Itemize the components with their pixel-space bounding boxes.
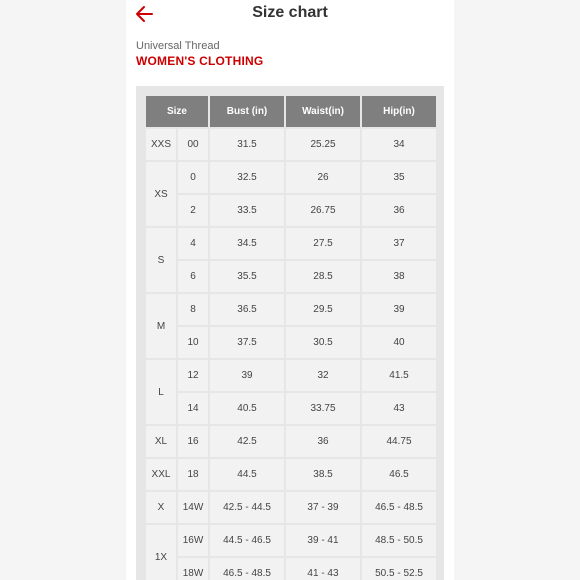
waist-cell: 25.25	[286, 129, 360, 160]
waist-cell: 32	[286, 360, 360, 391]
header-bust: Bust (in)	[210, 96, 284, 127]
table-row	[146, 525, 436, 556]
table-row	[146, 459, 436, 490]
size-group-cell: X	[146, 492, 176, 523]
header-hip: Hip(in)	[362, 96, 436, 127]
waist-cell: 41 - 43	[286, 558, 360, 580]
size-table	[144, 94, 438, 580]
table-row	[146, 261, 436, 292]
size-cell: 0	[178, 162, 208, 193]
size-group-cell: XS	[146, 162, 176, 226]
hip-cell: 40	[362, 327, 436, 358]
bust-cell: 39	[210, 360, 284, 391]
size-cell: 16	[178, 426, 208, 457]
bust-cell: 42.5	[210, 426, 284, 457]
bust-cell: 33.5	[210, 195, 284, 226]
waist-cell: 39 - 41	[286, 525, 360, 556]
table-header-row	[146, 96, 436, 127]
waist-cell: 26.75	[286, 195, 360, 226]
size-group-cell: XXS	[146, 129, 176, 160]
size-cell: 10	[178, 327, 208, 358]
table-row	[146, 129, 436, 160]
table-row	[146, 492, 436, 523]
size-cell: 6	[178, 261, 208, 292]
waist-cell: 33.75	[286, 393, 360, 424]
bust-cell: 46.5 - 48.5	[210, 558, 284, 580]
waist-cell: 29.5	[286, 294, 360, 325]
category-title: WOMEN'S CLOTHING	[136, 54, 264, 68]
bust-cell: 40.5	[210, 393, 284, 424]
bust-cell: 31.5	[210, 129, 284, 160]
waist-cell: 27.5	[286, 228, 360, 259]
size-cell: 12	[178, 360, 208, 391]
waist-cell: 38.5	[286, 459, 360, 490]
brand-name: Universal Thread	[136, 40, 220, 52]
hip-cell: 50.5 - 52.5	[362, 558, 436, 580]
table-row	[146, 228, 436, 259]
hip-cell: 39	[362, 294, 436, 325]
waist-cell: 30.5	[286, 327, 360, 358]
hip-cell: 37	[362, 228, 436, 259]
table-row	[146, 327, 436, 358]
size-cell: 2	[178, 195, 208, 226]
bust-cell: 32.5	[210, 162, 284, 193]
hip-cell: 35	[362, 162, 436, 193]
size-cell: 14W	[178, 492, 208, 523]
size-group-cell: S	[146, 228, 176, 292]
table-body	[146, 129, 436, 580]
waist-cell: 37 - 39	[286, 492, 360, 523]
hip-cell: 48.5 - 50.5	[362, 525, 436, 556]
hip-cell: 46.5 - 48.5	[362, 492, 436, 523]
hip-cell: 41.5	[362, 360, 436, 391]
size-group-cell: 1X	[146, 525, 176, 580]
hip-cell: 43	[362, 393, 436, 424]
table-row	[146, 558, 436, 580]
size-cell: 14	[178, 393, 208, 424]
bust-cell: 42.5 - 44.5	[210, 492, 284, 523]
hip-cell: 34	[362, 129, 436, 160]
table-row	[146, 195, 436, 226]
size-cell: 16W	[178, 525, 208, 556]
bust-cell: 44.5 - 46.5	[210, 525, 284, 556]
header-waist: Waist(in)	[286, 96, 360, 127]
hip-cell: 36	[362, 195, 436, 226]
bust-cell: 36.5	[210, 294, 284, 325]
header-size: Size	[146, 96, 208, 127]
bust-cell: 35.5	[210, 261, 284, 292]
table-row	[146, 162, 436, 193]
hip-cell: 44.75	[362, 426, 436, 457]
size-group-cell: L	[146, 360, 176, 424]
size-cell: 8	[178, 294, 208, 325]
waist-cell: 28.5	[286, 261, 360, 292]
waist-cell: 36	[286, 426, 360, 457]
bust-cell: 37.5	[210, 327, 284, 358]
bust-cell: 34.5	[210, 228, 284, 259]
size-group-cell: XXL	[146, 459, 176, 490]
size-table-container	[136, 86, 444, 580]
size-chart-screen	[126, 0, 454, 580]
size-group-cell: M	[146, 294, 176, 358]
size-cell: 18W	[178, 558, 208, 580]
page-title: Size chart	[252, 4, 328, 21]
size-cell: 00	[178, 129, 208, 160]
table-row	[146, 393, 436, 424]
hip-cell: 46.5	[362, 459, 436, 490]
table-row	[146, 360, 436, 391]
table-row	[146, 426, 436, 457]
size-cell: 18	[178, 459, 208, 490]
hip-cell: 38	[362, 261, 436, 292]
table-row	[146, 294, 436, 325]
waist-cell: 26	[286, 162, 360, 193]
bust-cell: 44.5	[210, 459, 284, 490]
size-group-cell: XL	[146, 426, 176, 457]
header	[126, 0, 454, 30]
size-cell: 4	[178, 228, 208, 259]
